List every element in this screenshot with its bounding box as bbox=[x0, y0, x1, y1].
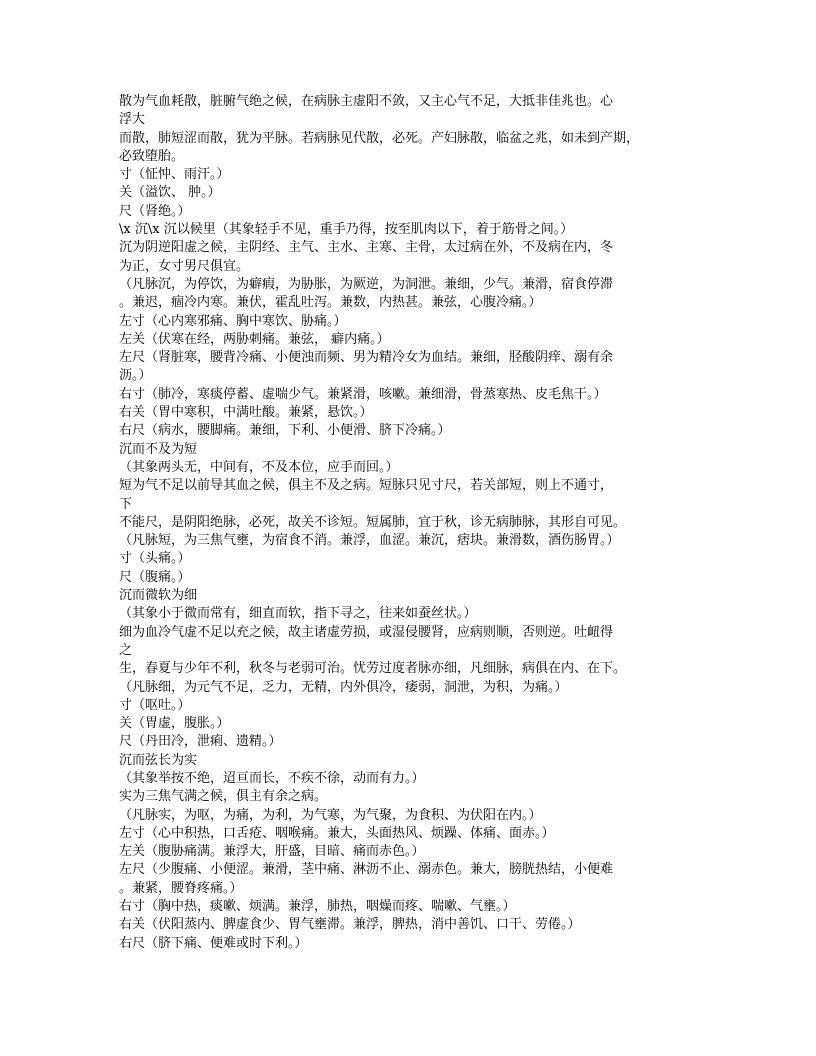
text-line: 细为血冷气虚不足以充之候，故主诸虚劳损，或湿侵腰肾，应病则顺，否则逆。吐衄得 bbox=[119, 624, 614, 640]
text-line: 左尺（少腹痛、小便涩。兼滑，茎中痛、淋沥不止、溺赤色。兼大，膀胱热结，小便难 bbox=[119, 862, 614, 878]
text-line: 左尺（肾脏寒，腰背冷痛、小便浊而频、男为精冷女为血结。兼细，胫酸阴痒、溺有余 bbox=[119, 350, 614, 366]
text-line: 左关（腹胁痛满。兼浮大，肝盛，目暗、痛而赤色。） bbox=[119, 844, 425, 860]
text-line: 尺（肾绝。） bbox=[119, 203, 191, 219]
text-line: \x 沉\x 沉以候里（其象轻手不见，重手乃得，按至肌肉以下，着于筋骨之间。） bbox=[119, 222, 574, 238]
text-line: 左关（伏寒在经，两胁刺痛。兼弦， 癖内痛。） bbox=[119, 331, 390, 347]
text-line: 短为气不足以前导其血之候，俱主不及之病。短脉只见寸尺，若关部短，则上不通寸， bbox=[119, 478, 614, 494]
text-line: （凡脉细，为元气不足，乏力，无精，内外俱冷，痿弱，洞泄，为积，为痛。） bbox=[119, 679, 568, 695]
text-line: （其象举按不绝，迢亘而长，不疾不徐，动而有力。） bbox=[119, 770, 425, 786]
text-line: 散为气血耗散，脏腑气绝之候，在病脉主虚阳不敛，又主心气不足，大抵非佳兆也。心 bbox=[119, 94, 614, 109]
text-line: 右尺（脐下痛、便难或时下利。） bbox=[119, 935, 308, 951]
text-line: 沥。） bbox=[119, 368, 152, 384]
text-line: 左寸（心内寒邪痛、胸中寒饮、胁痛。） bbox=[119, 313, 347, 329]
text-line: 而散，肺短涩而散，犹为平脉。若病脉见代散，必死。产妇脉散，临盆之兆，如未到产期， bbox=[119, 130, 640, 146]
text-line: 尺（丹田冷，泄痢、遗精。） bbox=[119, 734, 282, 750]
text-line: 不能尺，是阴阳绝脉，必死，故关不诊短。短属肺，宜于秋，诊无病肺脉，其形自可见。 bbox=[119, 514, 627, 530]
text-line: 浮大 bbox=[119, 112, 146, 128]
text-line: 下 bbox=[119, 496, 133, 512]
text-line: 沉而不及为短 bbox=[119, 441, 198, 457]
text-line: 右寸（肺冷，寒痰停蓄、虚喘少气。兼紧滑，咳嗽。兼细滑，骨蒸寒热、皮毛焦干。） bbox=[119, 386, 607, 402]
text-line: （凡脉实，为呕，为痛，为利，为气寒，为气聚，为食积、为伏阳在内。） bbox=[119, 807, 542, 823]
text-line: （其象小于微而常有，细直而软，指下寻之，往来如蚕丝状。） bbox=[119, 606, 477, 622]
text-line: 寸（怔忡、雨汗。） bbox=[119, 167, 230, 183]
text-line: （其象两头无，中间有，不及本位，应手而回。） bbox=[119, 459, 399, 475]
text-line: 右关（胃中寒积，中满吐酸。兼紧，悬饮。） bbox=[119, 405, 373, 421]
text-line: 右寸（胸中热，痰嗽、烦满。兼浮，肺热，咽燥而疼、喘嗽、气壅。） bbox=[119, 899, 516, 915]
text-line: 沉而微软为细 bbox=[119, 588, 198, 604]
text-line: 寸（头痛。） bbox=[119, 551, 191, 567]
text-line: （凡脉沉，为停饮，为癖瘕，为胁胀，为厥逆，为洞泄。兼细，少气。兼滑，宿食停滞 bbox=[119, 276, 614, 292]
text-line: 左寸（心中积热，口舌疮、咽喉痛。兼大，头面热风、烦躁、体痛、面赤。） bbox=[119, 825, 555, 841]
text-line: 右尺（病水，腰脚痛。兼细，下利、小便滑、脐下冷痛。） bbox=[119, 423, 451, 439]
text-line: 尺（腹痛。） bbox=[119, 569, 191, 585]
text-line: 。兼迟，痼冷内寒。兼伏，霍乱吐泻。兼数，内热甚。兼弦，心腹冷痛。） bbox=[119, 295, 542, 311]
document-page bbox=[119, 93, 679, 953]
text-line: 为正，女寸男尺俱宜。 bbox=[119, 258, 250, 274]
text-line: 。兼紧，腰脊疼痛。） bbox=[119, 880, 243, 896]
text-line: 之 bbox=[119, 642, 133, 658]
text-line: 关（溢饮、 肿。） bbox=[119, 185, 221, 201]
text-line: 沉而弦长为实 bbox=[119, 752, 198, 768]
text-line: 右关（伏阳蒸内、脾虚食少、胃气壅滞。兼浮，脾热，消中善饥、口干、劳倦。） bbox=[119, 917, 581, 933]
text-line: 生，春夏与少年不利，秋冬与老弱可治。忧劳过度者脉亦细，凡细脉，病俱在内、在下。 bbox=[119, 661, 627, 677]
text-line: 必致堕胎。 bbox=[119, 148, 185, 164]
text-line: （凡脉短，为三焦气壅，为宿食不消。兼浮，血涩。兼沉，痞块。兼滑数，酒伤肠胃。） bbox=[119, 533, 620, 549]
text-line: 实为三焦气满之候，俱主有余之病。 bbox=[119, 789, 328, 805]
text-line: 寸（呕吐。） bbox=[119, 697, 191, 713]
text-line: 关（胃虚，腹胀。） bbox=[119, 716, 230, 732]
text-line: 沉为阴逆阳虚之候，主阴经、主气、主水、主寒、主骨，太过病在外，不及病在内，冬 bbox=[119, 240, 614, 256]
